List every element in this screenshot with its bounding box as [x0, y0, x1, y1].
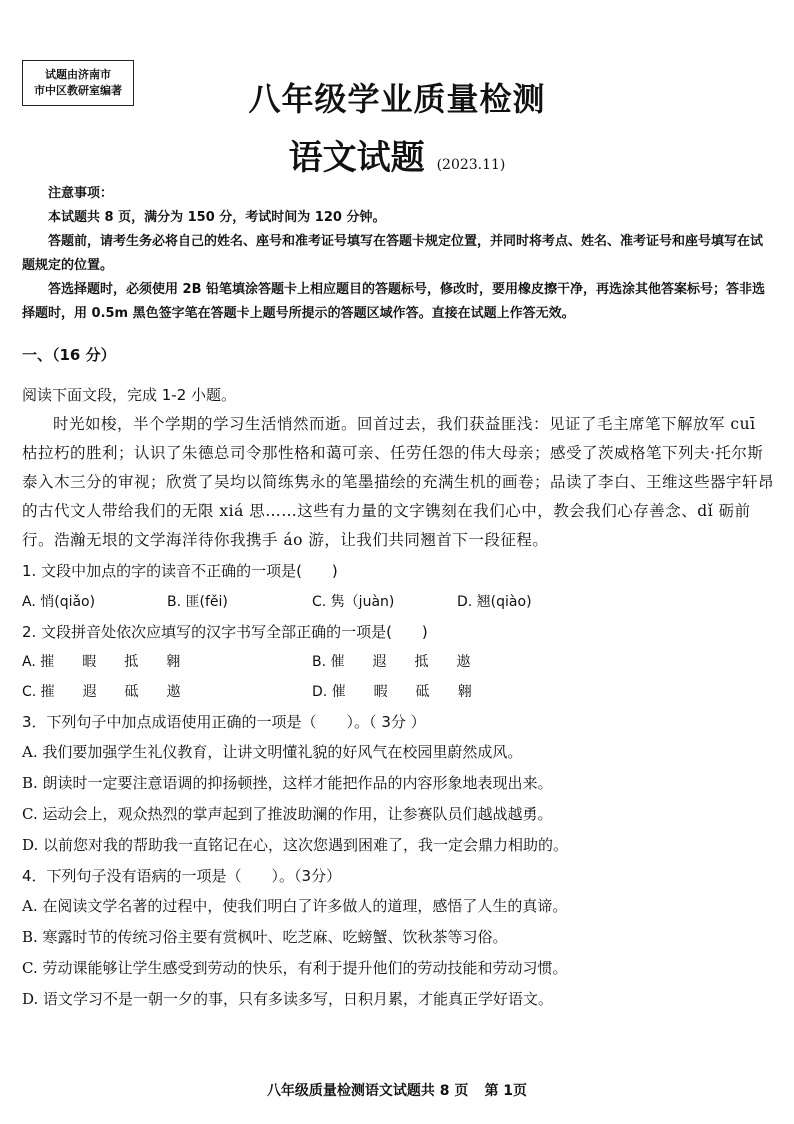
reading-passage: 时光如梭，半个学期的学习生活悄然而逝。回首过去，我们获益匪浅：见证了毛主席笔下解放军 cuī 枯拉朽的胜利；认识了朱德总司令那性格和蔼可亲、任劳任怨的伟大母亲；感受了茨威格笔下列夫·托尔斯泰入木三分的审视；欣赏了吴均以简练隽永的笔墨描绘的充满生机的画卷；品读了李白、王维这些器宇轩昂的古代文人带给我们的无限 xiá 思……这些有力量的文字镌刻在我们心中，教会我们心存善念、dǐ 砺前行。浩瀚无垠的文学海洋待你我携手 áo 游，让我们共同翘首下一段征程。 — [22, 415, 775, 549]
q1-option-c: C. 隽（juàn) — [312, 594, 395, 610]
question-2-options — [22, 647, 774, 707]
q1-option-b: B. 匪(fěi) — [167, 594, 228, 610]
q2-option-b: B. 催 遐 抵 遨 — [312, 654, 471, 670]
page-footer — [0, 1080, 794, 1100]
reading-instruction: 阅读下面文段，完成 1-2 小题。 — [22, 386, 237, 404]
q4-option-a: A. 在阅读文学名著的过程中，使我们明白了许多做人的道理，感悟了人生的真谛。 — [22, 897, 568, 915]
note-item-2: 答题前，请考生务必将自己的姓名、座号和准考证号填写在答题卡规定位置，并同时将考点、姓名、准考证号和座号填写在试题规定的位置。 — [22, 234, 764, 273]
q2-option-a: A. 摧 暇 抵 翱 — [22, 654, 181, 670]
note-item-3: 答选择题时，必须使用 2B 铅笔填涂答题卡上相应题目的答题标号，修改时，要用橡皮擦干净，再选涂其他答案标号；答非选择题时，用 0.5m 黑色签字笔在答题卡上题号所提示的答题区域作答。直接在试题上作答无效。 — [22, 282, 766, 321]
question-4-stem: 4．下列句子没有语病的一项是（ ）。（3分） — [22, 867, 342, 885]
page-title: 八年级学业质量检测 — [248, 80, 546, 118]
question-1-stem: 1. 文段中加点的字的读音不正确的一项是( ) — [22, 562, 338, 580]
question-2-stem: 2. 文段拼音处依次应填写的汉字书写全部正确的一项是( ) — [22, 623, 428, 641]
q3-option-a: A. 我们要加强学生礼仪教育，让讲文明懂礼貌的好风气在校园里蔚然成风。 — [22, 743, 523, 761]
question-1-options — [22, 587, 774, 617]
section-heading: 一、（16 分） — [22, 346, 116, 364]
footer-text: 八年级质量检测语文试题共 8 页 — [266, 1083, 469, 1099]
stamp-line-1: 试题由济南市 — [45, 68, 111, 81]
subject-title: 语文试题 — [288, 138, 425, 178]
q3-option-c: C. 运动会上，观众热烈的掌声起到了推波助澜的作用，让参赛队员们越战越勇。 — [22, 805, 553, 823]
stamp-line-2: 市中区教研室编著 — [34, 84, 122, 97]
question-body — [22, 380, 774, 1015]
q4-option-c: C. 劳动课能够让学生感受到劳动的快乐，有利于提升他们的劳动技能和劳动习惯。 — [22, 959, 568, 977]
note-item-1: 本试题共 8 页，满分为 150 分，考试时间为 120 分钟。 — [48, 210, 386, 225]
exam-date: (2023.11) — [436, 157, 506, 173]
q3-option-b: B. 朗读时一定要注意语调的抑扬顿挫，这样才能把作品的内容形象地表现出来。 — [22, 774, 553, 792]
q1-option-a: A. 悄(qiǎo) — [22, 594, 96, 610]
page-number: 第 1页 — [484, 1083, 528, 1099]
question-3-stem: 3．下列句子中加点成语使用正确的一项是（ ）。（ 3分 ） — [22, 713, 426, 731]
notes-heading: 注意事项： — [48, 186, 114, 201]
exam-notes — [22, 182, 774, 326]
q2-option-d: D. 催 暇 砥 翱 — [312, 684, 472, 700]
q1-option-d: D. 翘(qiào) — [457, 594, 532, 610]
q3-option-d: D. 以前您对我的帮助我一直铭记在心，这次您遇到困难了，我一定会鼎力相助的。 — [22, 836, 569, 854]
q4-option-b: B. 寒露时节的传统习俗主要有赏枫叶、吃芝麻、吃螃蟹、饮秋茶等习俗。 — [22, 928, 508, 946]
q2-option-c: C. 摧 遐 砥 遨 — [22, 684, 181, 700]
q4-option-d: D. 语文学习不是一朝一夕的事，只有多读多写，日积月累，才能真正学好语文。 — [22, 990, 554, 1008]
exam-subtitle — [0, 130, 794, 179]
